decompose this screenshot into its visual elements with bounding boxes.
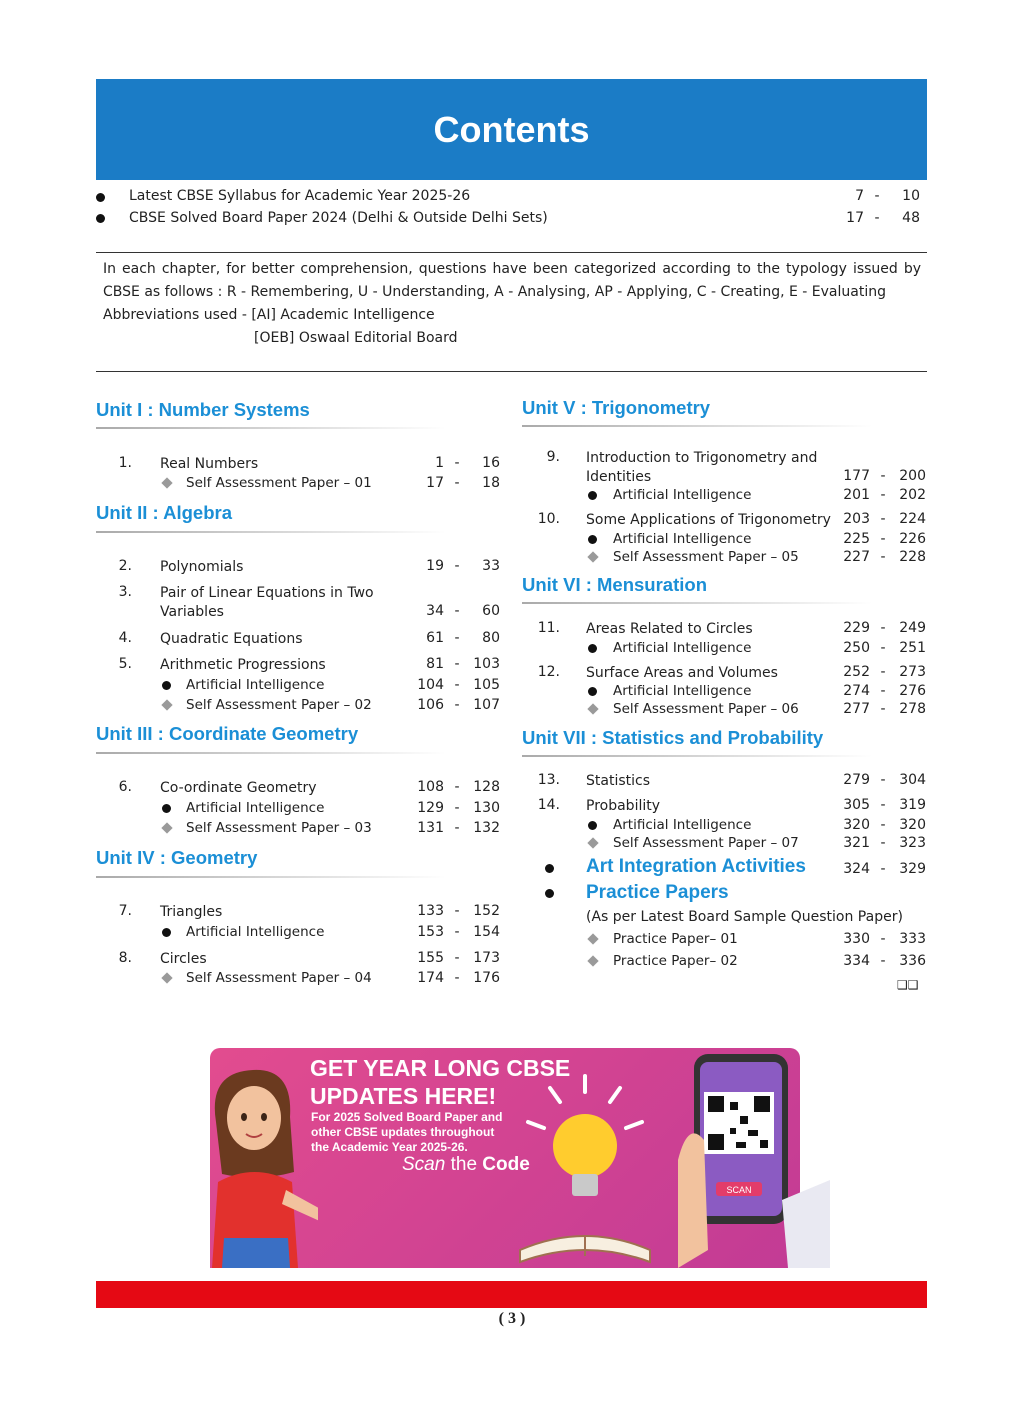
chapter-title-line2: Variables xyxy=(160,604,224,620)
bullet-icon xyxy=(545,889,554,898)
page-from: 19 xyxy=(426,558,444,574)
page-dash: - xyxy=(880,817,886,833)
page-dash: - xyxy=(880,797,886,813)
lightbulb-book-illustration xyxy=(510,1072,660,1268)
page-dash: - xyxy=(454,455,460,471)
page-from: 153 xyxy=(417,924,444,940)
bullet-icon xyxy=(545,864,554,873)
unit-underline xyxy=(522,602,872,604)
sub-item-pages xyxy=(410,697,500,713)
page-dash: - xyxy=(454,475,460,491)
banner-subtext xyxy=(311,1110,502,1155)
unit-underline xyxy=(96,531,446,533)
sub-item-title: Artificial Intelligence xyxy=(186,800,325,816)
chapter-pages xyxy=(410,455,500,471)
divider xyxy=(96,252,927,253)
page-dash: - xyxy=(880,835,886,851)
top-item-title: CBSE Solved Board Paper 2024 (Delhi & Outside Delhi Sets) xyxy=(129,210,548,226)
page-dash: - xyxy=(880,683,886,699)
page-from: 321 xyxy=(843,835,870,851)
page-from: 106 xyxy=(417,697,444,713)
page-to: 333 xyxy=(899,931,926,947)
page-dash: - xyxy=(454,970,460,986)
unit-heading: Unit I : Number Systems xyxy=(96,399,310,420)
sub-item-title: Artificial Intelligence xyxy=(186,677,325,693)
page-to: 329 xyxy=(899,861,926,877)
scan-word: Scan xyxy=(402,1154,446,1175)
page-from: 201 xyxy=(843,487,870,503)
page-from: 7 xyxy=(855,188,864,204)
art-integration-pages xyxy=(836,861,926,877)
page-to: 103 xyxy=(473,656,500,672)
chapter-pages xyxy=(410,950,500,966)
chapter-number: 1. xyxy=(118,455,132,471)
page-to: 60 xyxy=(482,603,500,619)
page-title: Contents xyxy=(433,108,590,150)
page-dash: - xyxy=(880,664,886,680)
banner-subtext-line2: other CBSE updates throughout xyxy=(311,1125,495,1139)
sub-item-pages xyxy=(836,487,926,503)
page-from: 279 xyxy=(843,772,870,788)
page-from: 227 xyxy=(843,549,870,565)
page-from: 108 xyxy=(417,779,444,795)
unit-heading: Unit V : Trigonometry xyxy=(522,397,711,418)
page-from: 34 xyxy=(426,603,444,619)
page-dash: - xyxy=(874,210,880,226)
chapter-title: Surface Areas and Volumes xyxy=(586,665,778,681)
sub-item-title: Self Assessment Paper – 04 xyxy=(186,970,372,986)
bullet-icon xyxy=(162,804,171,813)
page-to: 323 xyxy=(899,835,926,851)
chapter-title: Some Applications of Trigonometry xyxy=(586,512,831,528)
chapter-title: Statistics xyxy=(586,773,650,789)
bullet-icon xyxy=(96,214,105,223)
page-from: 61 xyxy=(426,630,444,646)
unit-heading: Unit III : Coordinate Geometry xyxy=(96,723,359,744)
page-dash: - xyxy=(880,620,886,636)
bullet-icon xyxy=(162,681,171,690)
chapter-title: Co-ordinate Geometry xyxy=(160,780,317,796)
page-from: 174 xyxy=(417,970,444,986)
chapter-pages xyxy=(836,664,926,680)
page-from: 330 xyxy=(843,931,870,947)
chapter-number: 14. xyxy=(537,797,560,813)
diamond-bullet-icon xyxy=(587,955,598,966)
sub-item-title: Artificial Intelligence xyxy=(613,683,752,699)
page-to: 10 xyxy=(902,188,920,204)
chapter-title: Triangles xyxy=(160,904,223,920)
page-dash: - xyxy=(880,953,886,969)
page-to: 128 xyxy=(473,779,500,795)
chapter-title: Circles xyxy=(160,951,207,967)
chapter-pages xyxy=(836,797,926,813)
sub-item-pages xyxy=(410,800,500,816)
page-to: 48 xyxy=(902,210,920,226)
the-word: the xyxy=(450,1154,478,1175)
sub-item-pages xyxy=(836,683,926,699)
sub-item-pages xyxy=(836,835,926,851)
sub-item-pages xyxy=(410,475,500,491)
chapter-pages xyxy=(836,468,926,484)
sub-item-title: Self Assessment Paper – 01 xyxy=(186,475,372,491)
page-dash: - xyxy=(880,861,886,877)
page-number: ( 3 ) xyxy=(498,1310,526,1327)
page-dash: - xyxy=(880,531,886,547)
sub-item-pages xyxy=(836,549,926,565)
page-from: 277 xyxy=(843,701,870,717)
page-to: 154 xyxy=(473,924,500,940)
page-to: 132 xyxy=(473,820,500,836)
page-from: 305 xyxy=(843,797,870,813)
page-dash: - xyxy=(880,549,886,565)
chapter-number: 3. xyxy=(118,584,132,600)
page-from: 334 xyxy=(843,953,870,969)
sub-item-pages xyxy=(410,970,500,986)
page-dash: - xyxy=(454,558,460,574)
bullet-icon xyxy=(588,687,597,696)
page-to: 152 xyxy=(473,903,500,919)
page-to: 107 xyxy=(473,697,500,713)
diamond-bullet-icon xyxy=(587,837,598,848)
page-from: 229 xyxy=(843,620,870,636)
contents-header xyxy=(96,79,927,180)
page-from: 81 xyxy=(426,656,444,672)
page-dash: - xyxy=(880,468,886,484)
practice-paper-pages xyxy=(836,953,926,969)
page-dash: - xyxy=(454,630,460,646)
practice-paper-title: Practice Paper– 01 xyxy=(613,931,738,947)
page-dash: - xyxy=(454,903,460,919)
unit-underline xyxy=(96,427,446,429)
diamond-bullet-icon xyxy=(587,551,598,562)
chapter-title: Polynomials xyxy=(160,559,244,575)
sub-item-title: Self Assessment Paper – 07 xyxy=(613,835,799,851)
page-from: 133 xyxy=(417,903,444,919)
top-item-title: Latest CBSE Syllabus for Academic Year 2025-26 xyxy=(129,188,471,204)
page-from: 177 xyxy=(843,468,870,484)
practice-papers-note: (As per Latest Board Sample Question Paper) xyxy=(586,909,903,925)
page-from: 131 xyxy=(417,820,444,836)
chapter-title: Areas Related to Circles xyxy=(586,621,753,637)
page-to: 320 xyxy=(899,817,926,833)
sub-item-title: Self Assessment Paper – 05 xyxy=(613,549,799,565)
page-dash: - xyxy=(454,697,460,713)
page-from: 1 xyxy=(435,455,444,471)
chapter-pages xyxy=(836,772,926,788)
unit-heading: Unit IV : Geometry xyxy=(96,847,258,868)
unit-heading: Unit II : Algebra xyxy=(96,502,233,523)
abbreviation-oeb: [OEB] Oswaal Editorial Board xyxy=(254,330,458,346)
page-to: 304 xyxy=(899,772,926,788)
practice-paper-title: Practice Paper– 02 xyxy=(613,953,738,969)
diamond-bullet-icon xyxy=(161,972,172,983)
page-to: 33 xyxy=(482,558,500,574)
chapter-title: Arithmetic Progressions xyxy=(160,657,326,673)
unit-heading: Unit VII : Statistics and Probability xyxy=(522,727,824,748)
typology-note xyxy=(103,258,921,350)
code-word: Code xyxy=(482,1154,530,1175)
chapter-pages xyxy=(836,620,926,636)
girl-illustration xyxy=(198,1062,318,1268)
unit-underline xyxy=(96,752,446,754)
sub-item-pages xyxy=(410,820,500,836)
page-dash: - xyxy=(880,772,886,788)
chapter-number: 13. xyxy=(537,772,560,788)
chapter-number: 4. xyxy=(118,630,132,646)
page-dash: - xyxy=(454,603,460,619)
page-from: 155 xyxy=(417,950,444,966)
bullet-icon xyxy=(96,193,105,202)
abbreviation-ai: Abbreviations used - [AI] Academic Intelligence xyxy=(103,307,435,323)
chapter-title-line2: Identities xyxy=(586,469,652,485)
footer-bar xyxy=(96,1281,927,1308)
page-from: 324 xyxy=(843,861,870,877)
page-from: 274 xyxy=(843,683,870,699)
bullet-icon xyxy=(162,928,171,937)
diamond-bullet-icon xyxy=(587,933,598,944)
sub-item-pages xyxy=(410,924,500,940)
page-to: 105 xyxy=(473,677,500,693)
page-dash: - xyxy=(880,640,886,656)
unit-underline xyxy=(96,876,446,878)
bullet-icon xyxy=(588,644,597,653)
page-to: 16 xyxy=(482,455,500,471)
chapter-number: 11. xyxy=(537,620,560,636)
divider xyxy=(96,371,927,372)
end-mark: ❑❑ xyxy=(897,978,919,992)
sub-item-pages xyxy=(836,640,926,656)
page-to: 273 xyxy=(899,664,926,680)
unit-underline xyxy=(522,425,872,427)
page-dash: - xyxy=(454,779,460,795)
page-dash: - xyxy=(880,511,886,527)
chapter-number: 12. xyxy=(537,664,560,680)
sub-item-pages xyxy=(836,531,926,547)
page-from: 252 xyxy=(843,664,870,680)
page-to: 176 xyxy=(473,970,500,986)
chapter-title: Quadratic Equations xyxy=(160,631,303,647)
practice-papers-heading: Practice Papers xyxy=(586,882,729,903)
sub-item-title: Artificial Intelligence xyxy=(186,924,325,940)
sub-item-title: Artificial Intelligence xyxy=(613,531,752,547)
page-to: 226 xyxy=(899,531,926,547)
sub-item-title: Artificial Intelligence xyxy=(613,640,752,656)
sub-item-title: Artificial Intelligence xyxy=(613,487,752,503)
sub-item-pages xyxy=(836,701,926,717)
bullet-icon xyxy=(588,821,597,830)
page-from: 250 xyxy=(843,640,870,656)
sub-item-title: Self Assessment Paper – 02 xyxy=(186,697,372,713)
page-to: 200 xyxy=(899,468,926,484)
page-from: 17 xyxy=(426,475,444,491)
page-to: 18 xyxy=(482,475,500,491)
unit-underline xyxy=(522,755,872,757)
art-integration-heading: Art Integration Activities xyxy=(586,856,806,877)
bullet-icon xyxy=(588,535,597,544)
banner-headline-line2: UPDATES HERE! xyxy=(310,1083,497,1109)
page-to: 276 xyxy=(899,683,926,699)
page-from: 104 xyxy=(417,677,444,693)
page-dash: - xyxy=(874,188,880,204)
page-dash: - xyxy=(454,677,460,693)
chapter-pages xyxy=(410,656,500,672)
page-dash: - xyxy=(454,656,460,672)
page-to: 249 xyxy=(899,620,926,636)
chapter-pages xyxy=(410,779,500,795)
page-dash: - xyxy=(454,820,460,836)
chapter-number: 6. xyxy=(118,779,132,795)
chapter-pages xyxy=(410,903,500,919)
page-to: 224 xyxy=(899,511,926,527)
sub-item-title: Artificial Intelligence xyxy=(613,817,752,833)
diamond-bullet-icon xyxy=(161,699,172,710)
page-to: 202 xyxy=(899,487,926,503)
practice-paper-pages xyxy=(836,931,926,947)
top-item-pages xyxy=(830,188,920,204)
page-from: 203 xyxy=(843,511,870,527)
page-dash: - xyxy=(454,950,460,966)
chapter-number: 7. xyxy=(118,903,132,919)
chapter-title-line1: Pair of Linear Equations in Two xyxy=(160,585,374,601)
chapter-title: Real Numbers xyxy=(160,456,259,472)
scan-button-label: SCAN xyxy=(726,1185,752,1195)
chapter-pages xyxy=(410,630,500,646)
sub-item-title: Self Assessment Paper – 06 xyxy=(613,701,799,717)
unit-heading: Unit VI : Mensuration xyxy=(522,574,707,595)
page-to: 130 xyxy=(473,800,500,816)
chapter-pages xyxy=(410,603,500,619)
chapter-pages xyxy=(410,558,500,574)
diamond-bullet-icon xyxy=(587,703,598,714)
page-to: 80 xyxy=(482,630,500,646)
top-item-pages xyxy=(830,210,920,226)
page-dash: - xyxy=(454,800,460,816)
page-to: 278 xyxy=(899,701,926,717)
page-to: 336 xyxy=(899,953,926,969)
page-from: 129 xyxy=(417,800,444,816)
sub-item-pages xyxy=(410,677,500,693)
chapter-title: Probability xyxy=(586,798,661,814)
page-dash: - xyxy=(880,701,886,717)
phone-qr-illustration xyxy=(678,1050,830,1268)
chapter-number: 8. xyxy=(118,950,132,966)
bullet-icon xyxy=(588,491,597,500)
promo-banner[interactable] xyxy=(210,1048,800,1268)
page-from: 225 xyxy=(843,531,870,547)
chapter-number: 9. xyxy=(546,449,560,465)
page-to: 251 xyxy=(899,640,926,656)
page-dash: - xyxy=(454,924,460,940)
page-dash: - xyxy=(880,487,886,503)
page-from: 320 xyxy=(843,817,870,833)
sub-item-title: Self Assessment Paper – 03 xyxy=(186,820,372,836)
page-to: 319 xyxy=(899,797,926,813)
page-to: 228 xyxy=(899,549,926,565)
sub-item-pages xyxy=(836,817,926,833)
page-to: 173 xyxy=(473,950,500,966)
chapter-number: 2. xyxy=(118,558,132,574)
diamond-bullet-icon xyxy=(161,477,172,488)
chapter-title-line1: Introduction to Trigonometry and xyxy=(586,450,818,466)
typology-text: In each chapter, for better comprehension, questions have been categorized according to the typology issued by CBSE as follows : R - Remembering, U - Understanding, A - Analysing, AP - Applying, C - Creating, E - Evaluating xyxy=(103,261,921,300)
page-dash: - xyxy=(880,931,886,947)
page-from: 17 xyxy=(846,210,864,226)
chapter-number: 10. xyxy=(537,511,560,527)
chapter-pages xyxy=(836,511,926,527)
banner-subtext-line1: For 2025 Solved Board Paper and xyxy=(311,1110,503,1124)
diamond-bullet-icon xyxy=(161,822,172,833)
banner-headline-line1: GET YEAR LONG CBSE xyxy=(310,1055,571,1081)
chapter-number: 5. xyxy=(118,656,132,672)
banner-subtext-line3: the Academic Year 2025-26. xyxy=(311,1140,468,1154)
